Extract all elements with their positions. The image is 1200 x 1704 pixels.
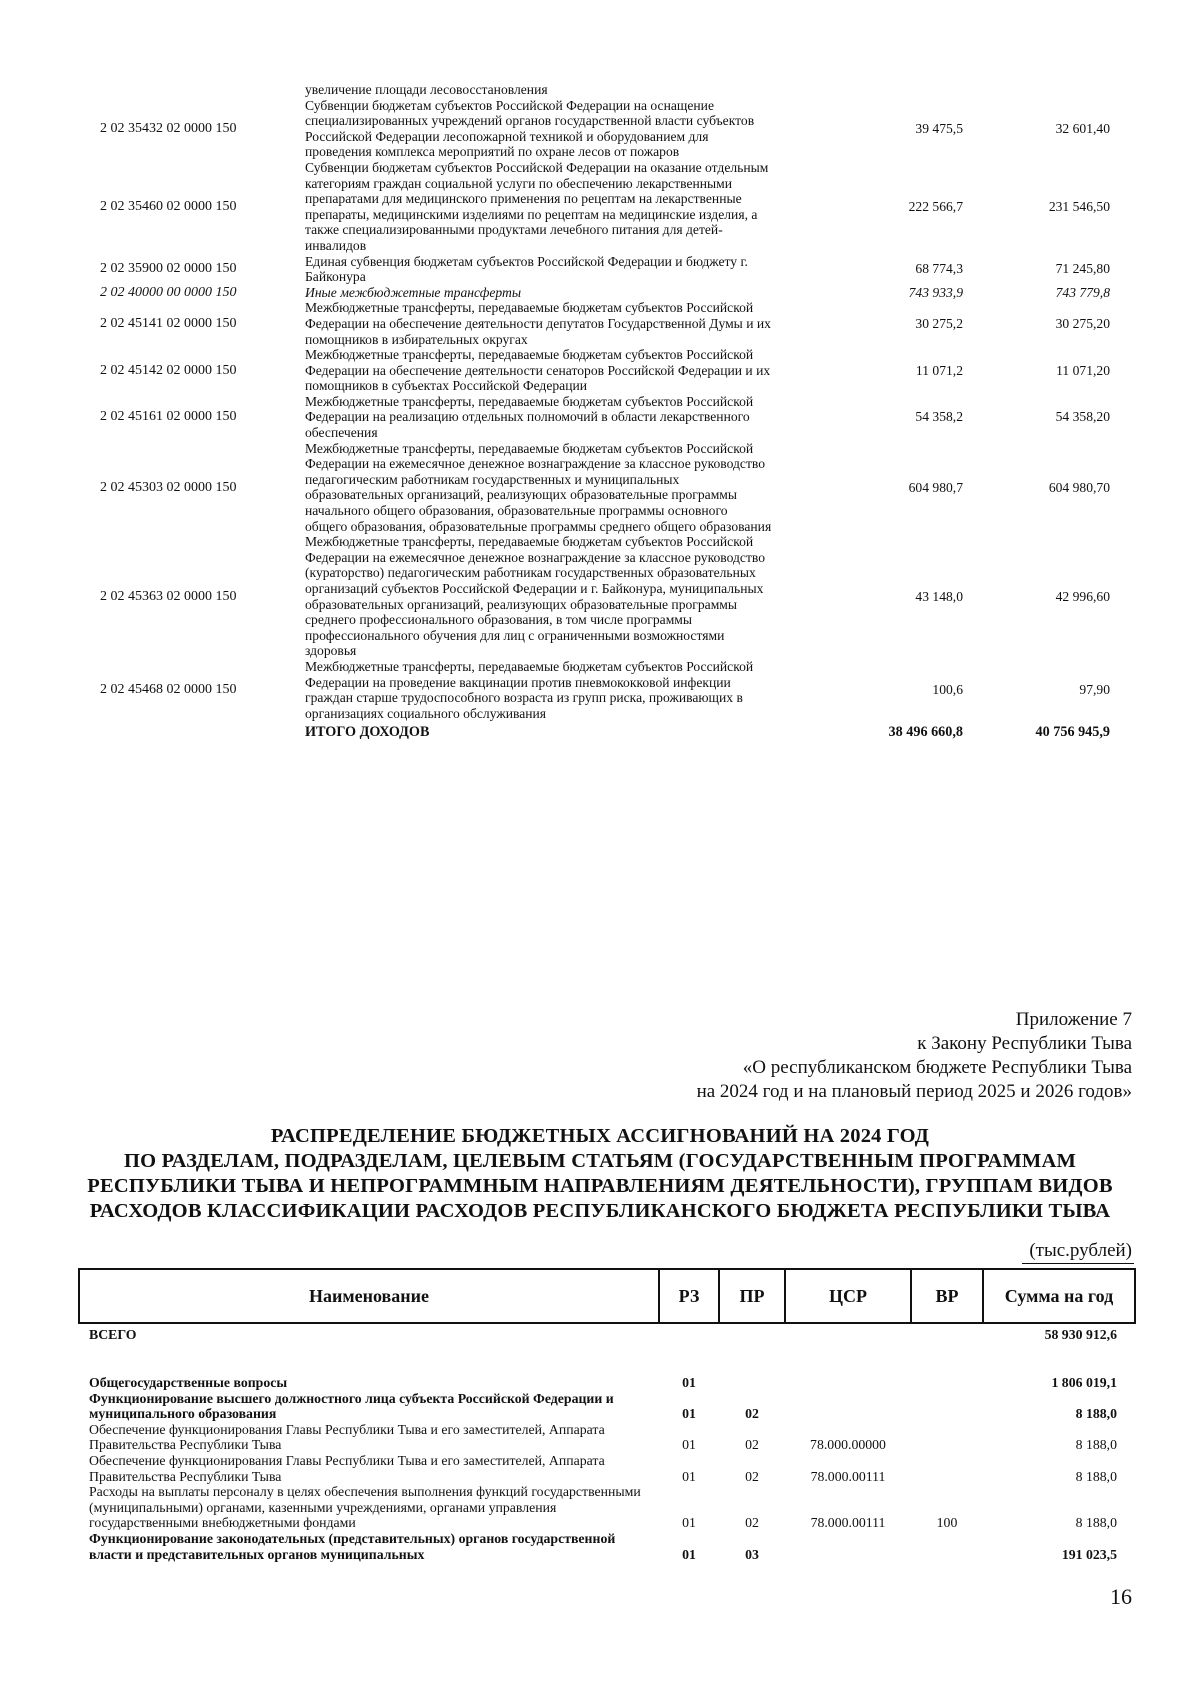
income-value-2026: 71 245,80 (1055, 261, 1110, 277)
appropriation-sum: 8 188,0 (1075, 1468, 1117, 1484)
header-vr: ВР (911, 1269, 983, 1323)
income-row (100, 347, 1140, 394)
title-line-2: ПО РАЗДЕЛАМ, ПОДРАЗДЕЛАМ, ЦЕЛЕВЫМ СТАТЬЯМ (ГОСУДАРСТВЕННЫМ ПРОГРАММАМ (123, 1150, 1077, 1172)
appropriation-rz: 01 (682, 1406, 696, 1422)
appendix-header (697, 1008, 1132, 1104)
appendix-line-3: «О республиканском бюджете Республики Тыва (742, 1057, 1132, 1078)
title-line-1: РАСПРЕДЕЛЕНИЕ БЮДЖЕТНЫХ АССИГНОВАНИЙ НА 2024 ГОД (270, 1125, 930, 1147)
income-value-2025: 38 496 660,8 (888, 724, 963, 741)
income-value-2026: 40 756 945,9 (1035, 724, 1110, 741)
income-value-2025: 39 475,5 (915, 120, 963, 136)
appropriation-rz: 01 (682, 1546, 696, 1562)
income-value-2026: 42 996,60 (1055, 588, 1110, 604)
income-value-2025: 100,6 (932, 682, 963, 698)
income-value-2025: 222 566,7 (908, 198, 963, 214)
appropriation-csr (785, 1323, 911, 1369)
income-table (100, 82, 1140, 741)
income-name: Межбюджетные трансферты, передаваемые бюджетам субъектов Российской Федерации на ежемесячное денежное вознаграждение за классное руководство педагогическим работникам государственных и муниципальных образовательных организаций, реализующих образовательные программы начального общего образования, образовательные программы основного общего образования, образовательные программы среднего общего образования (305, 440, 772, 534)
header-row (79, 1269, 1135, 1323)
appropriation-vr (911, 1323, 983, 1369)
appendix-line-1: Приложение 7 (1015, 1009, 1132, 1030)
income-value-2025 (783, 82, 1013, 98)
income-row (100, 98, 1140, 160)
appropriation-csr (785, 1375, 911, 1391)
income-name: ИТОГО ДОХОДОВ (305, 724, 430, 741)
income-row (100, 441, 1140, 535)
units-underline (1022, 1263, 1134, 1264)
income-row (100, 160, 1140, 254)
appropriation-name: Обеспечение функционирования Главы Республики Тыва и его заместителей, Аппарата Правительства Республики Тыва (89, 1452, 605, 1484)
income-value-2025: 743 933,9 (908, 284, 963, 300)
income-code: 2 02 45142 02 0000 150 (100, 362, 237, 378)
income-code: 2 02 45141 02 0000 150 (100, 315, 237, 331)
income-name: Субвенции бюджетам субъектов Российской Федерации на оказание отдельным категориям граждан социальной услуги по обеспечению лекарственными препаратами для медицинского применения по рецептам на лекарственные препараты, медицинскими изделиями по рецептам на медицинские изделия, а также специализированными продуктами лечебного питания для детей-инвалидов (305, 159, 769, 253)
appropriations-body (79, 1323, 1135, 1562)
page-number: 16 (1110, 1584, 1132, 1609)
appendix-line-2: к Закону Республики Тыва (917, 1033, 1132, 1054)
header-sum: Сумма на год (983, 1269, 1135, 1323)
appropriation-pr: 02 (745, 1437, 759, 1453)
income-value-2026: 97,90 (1079, 682, 1110, 698)
appropriation-row (79, 1323, 1135, 1369)
income-code: 2 02 45363 02 0000 150 (100, 588, 237, 604)
appropriation-vr (911, 1453, 983, 1484)
income-value-2025: 604 980,7 (908, 479, 963, 495)
income-value-2025: 11 071,2 (915, 362, 963, 378)
income-value-2026: 604 980,70 (1048, 479, 1110, 495)
income-value-2026: 231 546,50 (1048, 198, 1110, 214)
appropriation-sum: 8 188,0 (1075, 1437, 1117, 1453)
appropriation-rz: 01 (682, 1468, 696, 1484)
appropriation-sum: 1 806 019,1 (1051, 1375, 1117, 1390)
appropriation-vr (911, 1422, 983, 1453)
appropriation-sum: 8 188,0 (1075, 1406, 1117, 1422)
income-code: 2 02 45468 02 0000 150 (100, 682, 237, 698)
appropriation-pr (719, 1375, 785, 1391)
income-code: 2 02 45303 02 0000 150 (100, 479, 237, 495)
appropriation-sum: 58 930 912,6 (1044, 1327, 1117, 1342)
appropriation-row (79, 1484, 1135, 1531)
income-value-2025: 54 358,2 (915, 409, 963, 425)
appropriation-pr (719, 1323, 785, 1369)
income-table-body (100, 82, 1140, 741)
appropriation-rz: 01 (682, 1515, 696, 1531)
appropriation-name: Общегосударственные вопросы (89, 1375, 288, 1390)
appropriations-table (78, 1268, 1136, 1562)
appropriation-csr (785, 1391, 911, 1422)
header-rz: РЗ (659, 1269, 719, 1323)
title-line-4: РАСХОДОВ КЛАССИФИКАЦИИ РАСХОДОВ РЕСПУБЛИКАНСКОГО БЮДЖЕТА РЕСПУБЛИКИ ТЫВА (89, 1200, 1111, 1222)
appropriation-vr (911, 1531, 983, 1562)
income-value-2025: 43 148,0 (915, 588, 963, 604)
income-name: Межбюджетные трансферты, передаваемые бюджетам субъектов Российской Федерации на реализацию отдельных полномочий в области лекарственного обеспечения (305, 393, 754, 441)
appropriation-name: Обеспечение функционирования Главы Республики Тыва и его заместителей, Аппарата Правительства Республики Тыва (89, 1421, 605, 1453)
header-pr: ПР (719, 1269, 785, 1323)
income-value-2026: 11 071,20 (1056, 362, 1110, 378)
appendix-line-4: на 2024 год и на плановый период 2025 и 2026 годов» (696, 1081, 1132, 1102)
appropriation-sum: 191 023,5 (1061, 1546, 1117, 1562)
appropriation-csr: 78.000.00000 (810, 1437, 886, 1453)
income-value-2026: 54 358,20 (1055, 409, 1110, 425)
appropriation-row (79, 1453, 1135, 1484)
appropriation-vr (911, 1391, 983, 1422)
income-row (100, 534, 1140, 659)
income-row (100, 285, 1140, 301)
appropriation-pr: 02 (745, 1468, 759, 1484)
income-name: Единая субвенция бюджетам субъектов Российской Федерации и бюджету г. Байконура (305, 253, 748, 285)
appropriation-row (79, 1375, 1135, 1391)
appropriation-pr: 03 (745, 1546, 759, 1562)
income-code: 2 02 40000 00 0000 150 (100, 284, 237, 300)
appropriation-name: Расходы на выплаты персоналу в целях обеспечения выполнения функций государственными (муниципальными) органами, казенными учреждениями, органами управления государственными внебюджетными фондами (89, 1484, 641, 1531)
income-code: 2 02 35900 02 0000 150 (100, 261, 237, 277)
appropriation-row (79, 1391, 1135, 1422)
income-row (100, 659, 1140, 721)
appropriation-vr (911, 1375, 983, 1391)
appropriations-header (79, 1269, 1135, 1323)
income-name: увеличение площади лесовосстановления (305, 82, 548, 97)
income-row (100, 82, 1140, 98)
income-value-2026: 743 779,8 (1055, 284, 1110, 300)
income-code (100, 721, 305, 741)
main-title (60, 1124, 1140, 1224)
title-line-3: РЕСПУБЛИКИ ТЫВА И НЕПРОГРАММНЫМ НАПРАВЛЕНИЯМ ДЕЯТЕЛЬНОСТИ), ГРУППАМ ВИДОВ (87, 1175, 1113, 1197)
appropriation-pr: 02 (745, 1406, 759, 1422)
header-csr: ЦСР (785, 1269, 911, 1323)
appropriation-csr: 78.000.00111 (810, 1468, 886, 1484)
income-name: Межбюджетные трансферты, передаваемые бюджетам субъектов Российской Федерации на ежемесячное денежное вознаграждение за классное руководство (кураторство) педагогическим работникам государственных образовательных организаций субъектов Российской Федерации и г. Байконура, муниципальных образовательных организаций, реализующих образовательные программы среднего профессионального образования, в том числе программы профессионального обучения для лиц с ограниченными возможностями здоровья (305, 534, 766, 659)
income-value-2026: 30 275,20 (1055, 315, 1110, 331)
appropriation-rz (659, 1323, 719, 1369)
appropriation-name: Функционирование высшего должностного лица субъекта Российской Федерации и муниципального образования (89, 1390, 614, 1422)
income-name: Межбюджетные трансферты, передаваемые бюджетам субъектов Российской Федерации на проведение вакцинации против пневмококковой инфекции граждан старше трудоспособного возраста из групп риска, проживающих в организациях социального обслуживания (305, 658, 754, 721)
income-code (100, 82, 305, 98)
income-row (100, 394, 1140, 441)
income-row (100, 300, 1140, 347)
income-code: 2 02 45161 02 0000 150 (100, 409, 237, 425)
appropriation-rz: 01 (682, 1375, 696, 1390)
income-name: Субвенции бюджетам субъектов Российской Федерации на оснащение специализированных учреждений органов государственной власти субъектов Российской Федерации лесопожарной техникой и оборудованием для проведения комплекса мероприятий по охране лесов от пожаров (305, 97, 755, 160)
header-name: Наименование (79, 1269, 659, 1323)
appropriation-name: Функционирование законодательных (представительных) органов государственной власти и представительных органов муниципальных (89, 1530, 616, 1562)
appropriation-row (79, 1422, 1135, 1453)
income-value-2026: 32 601,40 (1055, 120, 1110, 136)
appropriation-csr (785, 1531, 911, 1562)
appropriation-csr: 78.000.00111 (810, 1515, 886, 1531)
income-name: Межбюджетные трансферты, передаваемые бюджетам субъектов Российской Федерации на обеспечение деятельности сенаторов Российской Федерации и их помощников в субъектах Российской Федерации (305, 347, 771, 394)
income-name: Межбюджетные трансферты, передаваемые бюджетам субъектов Российской Федерации на обеспечение деятельности депутатов Государственной Думы и их помощников в избирательных округах (305, 300, 771, 347)
appropriation-pr: 02 (745, 1515, 759, 1531)
income-row (100, 721, 1140, 741)
income-row (100, 254, 1140, 285)
income-value-2025: 68 774,3 (915, 261, 963, 277)
appropriation-sum: 8 188,0 (1075, 1515, 1117, 1531)
income-value-2026 (1013, 82, 1140, 98)
appropriation-name: ВСЕГО (89, 1327, 137, 1342)
appropriation-rz: 01 (682, 1437, 696, 1453)
income-code: 2 02 35460 02 0000 150 (100, 198, 237, 214)
income-code: 2 02 35432 02 0000 150 (100, 120, 237, 136)
income-name: Иные межбюджетные трансферты (305, 284, 522, 300)
appropriation-vr: 100 (936, 1515, 958, 1531)
income-value-2025: 30 275,2 (915, 315, 963, 331)
units-label: (тыс.рублей) (1029, 1240, 1132, 1261)
appropriation-row (79, 1531, 1135, 1562)
